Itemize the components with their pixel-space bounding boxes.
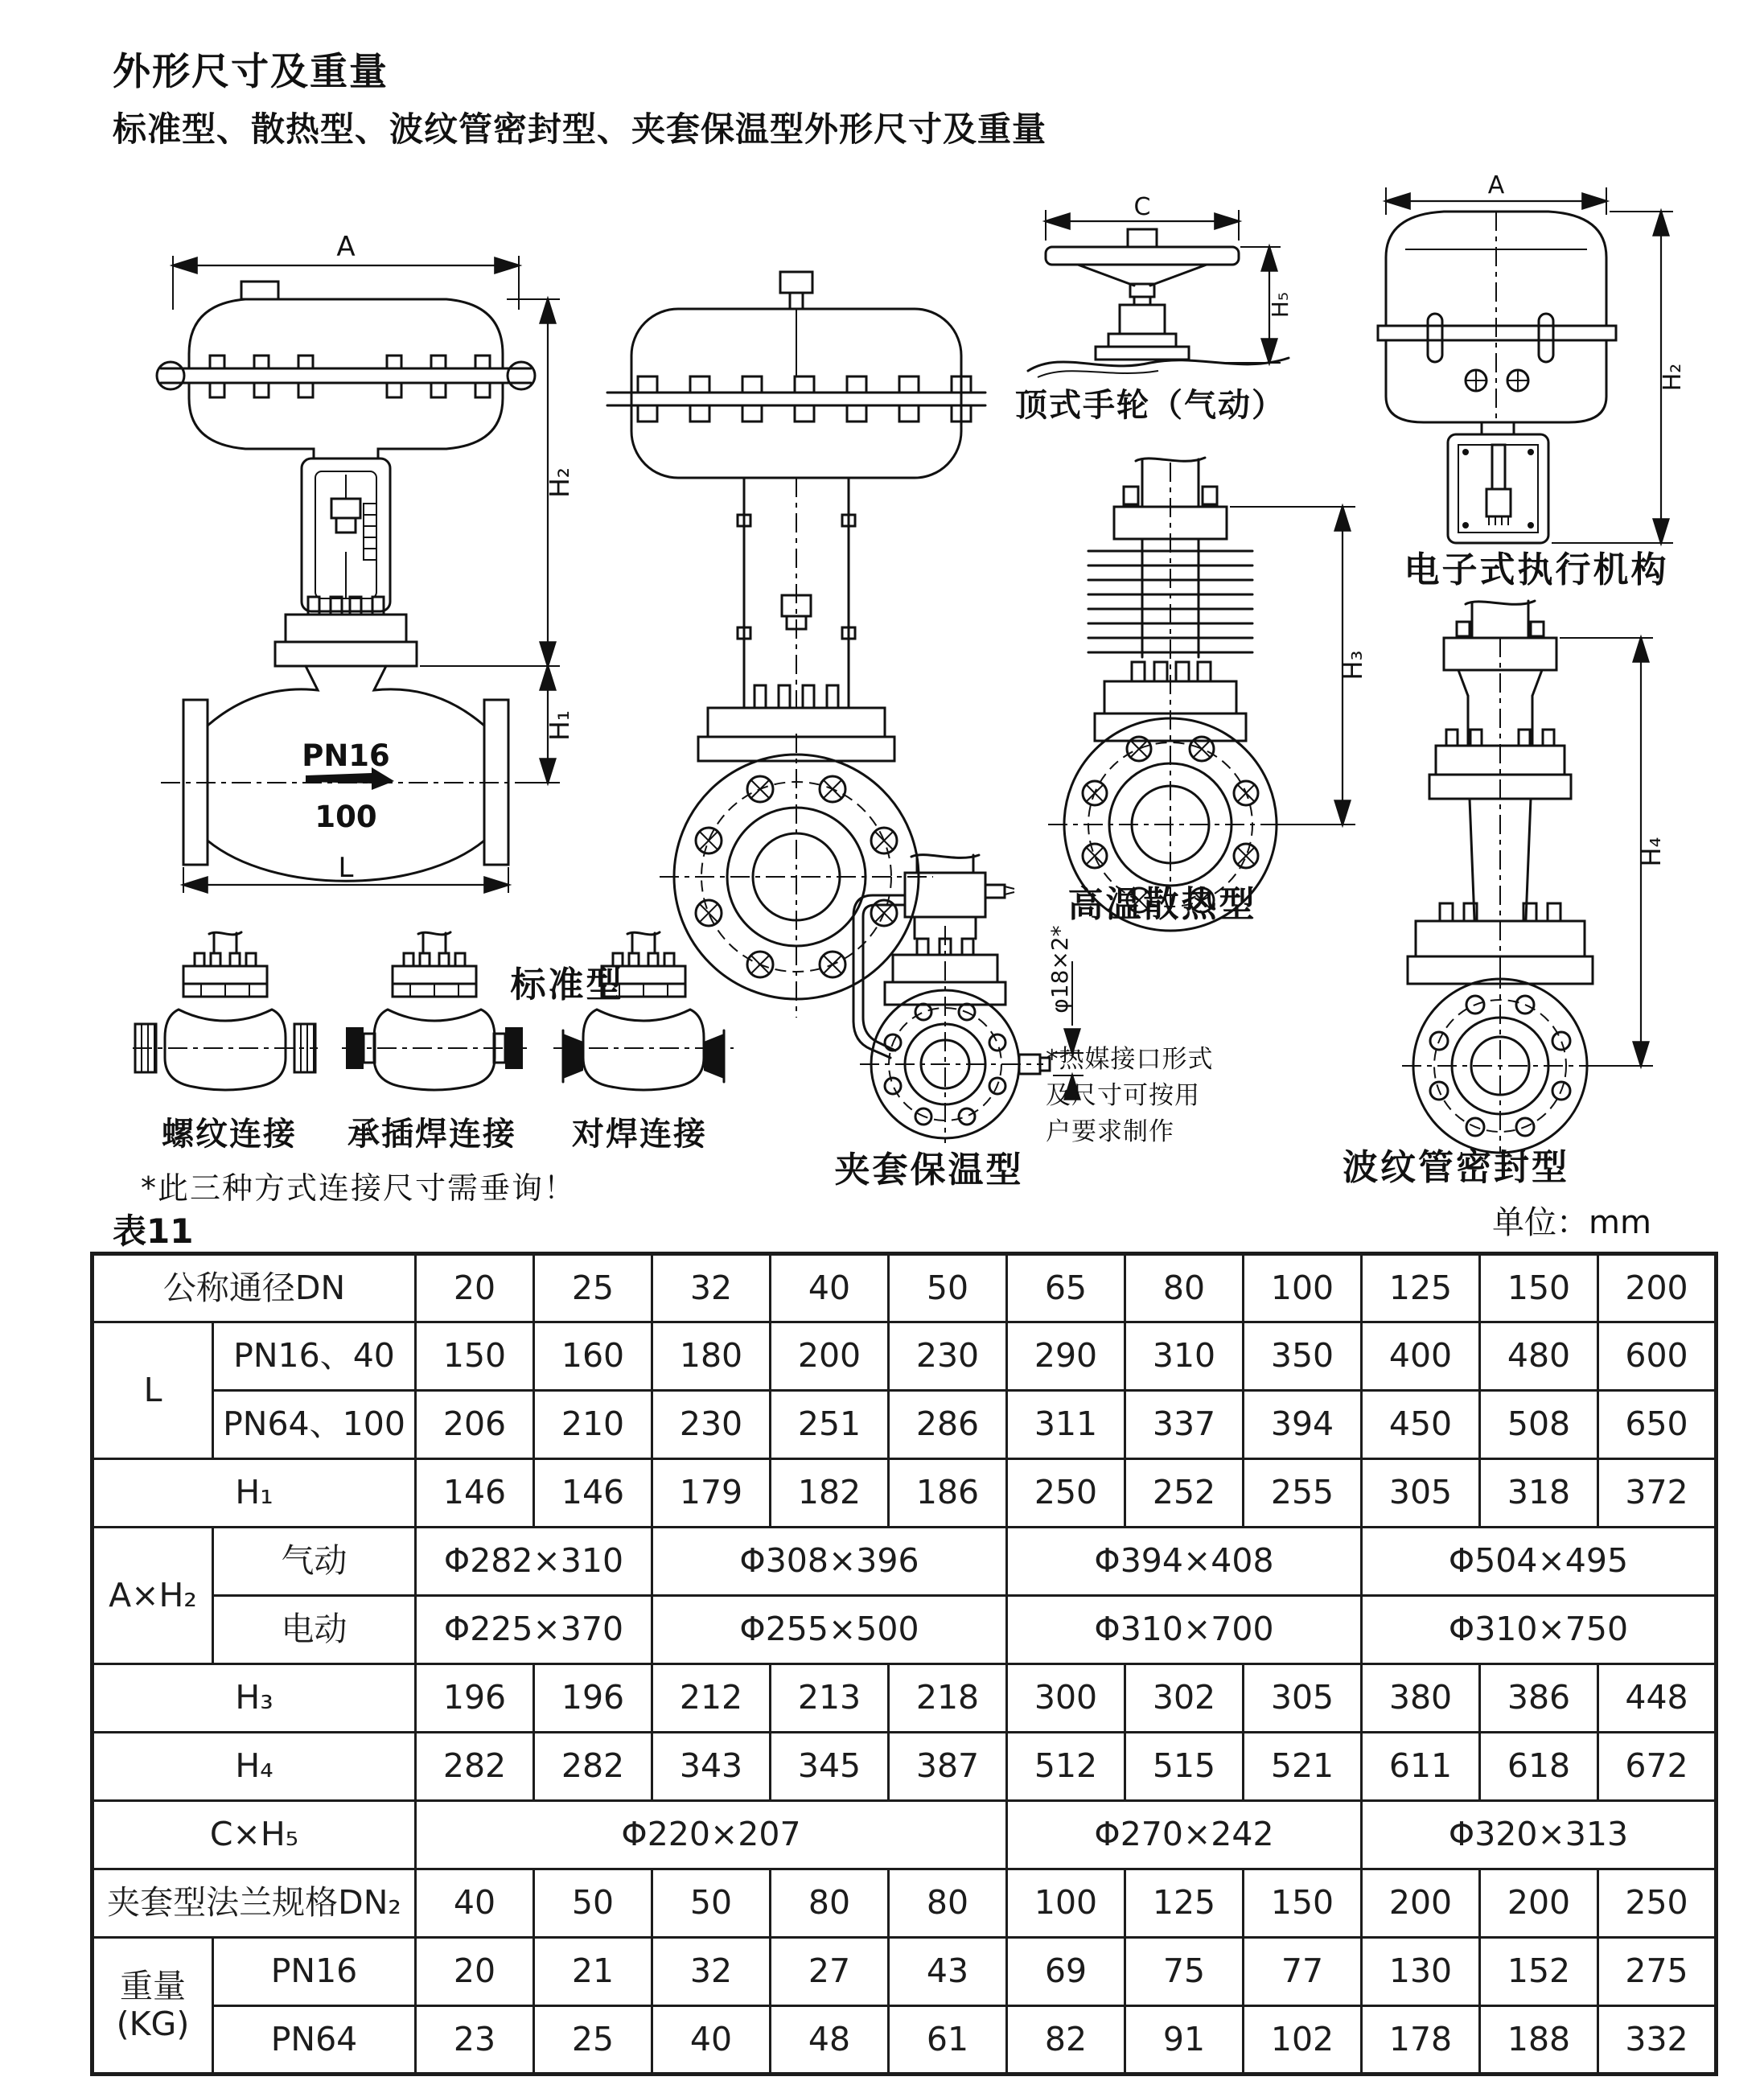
table-row bbox=[93, 1459, 1717, 1528]
socket-weld-valve bbox=[342, 932, 527, 1090]
yoke-column bbox=[738, 478, 855, 708]
table-row bbox=[93, 1801, 1717, 1869]
bellows-housing bbox=[1470, 638, 1531, 969]
dim-label-h2b: H₂ bbox=[1659, 363, 1687, 392]
table-cell: 302 bbox=[1125, 1664, 1244, 1733]
dim-label-a2: A bbox=[1487, 171, 1505, 199]
table-cell: 332 bbox=[1598, 2006, 1717, 2075]
high-temp-valve-drawing bbox=[1018, 446, 1371, 909]
table-cell: Φ255×500 bbox=[652, 1596, 1007, 1664]
jacket-note-line3: 户要求制作 bbox=[1046, 1117, 1174, 1146]
table-cell: 521 bbox=[1244, 1733, 1362, 1801]
table-cell: Φ270×242 bbox=[1007, 1801, 1362, 1869]
table-cell: 91 bbox=[1125, 2006, 1244, 2075]
table-cell: 100 bbox=[1244, 1254, 1362, 1322]
table-cell: Φ504×495 bbox=[1362, 1528, 1717, 1596]
jacket-note bbox=[1046, 1042, 1231, 1150]
table-cell: 275 bbox=[1598, 1938, 1717, 2006]
table-cell: Φ310×750 bbox=[1362, 1596, 1717, 1664]
table-cell: 40 bbox=[652, 2006, 771, 2075]
row-label-h1: H₁ bbox=[93, 1459, 416, 1528]
table-cell: 290 bbox=[1007, 1322, 1125, 1391]
table-cell: 48 bbox=[771, 2006, 889, 2075]
weight-label: 重量 bbox=[120, 1966, 186, 2005]
actuator-stub bbox=[905, 855, 1014, 939]
table-cell: 387 bbox=[889, 1733, 1007, 1801]
dim-H4 bbox=[1560, 638, 1667, 1066]
table-cell: 20 bbox=[416, 1938, 534, 2006]
table-cell: 400 bbox=[1362, 1322, 1480, 1391]
table-cell: 23 bbox=[416, 2006, 534, 2075]
table-cell: 448 bbox=[1598, 1664, 1717, 1733]
table-cell: Φ394×408 bbox=[1007, 1528, 1362, 1596]
table-cell: Φ320×313 bbox=[1362, 1801, 1717, 1869]
table-cell: 32 bbox=[652, 1254, 771, 1322]
table-cell: 21 bbox=[534, 1938, 652, 2006]
table-cell: 20 bbox=[416, 1254, 534, 1322]
table-cell: 196 bbox=[416, 1664, 534, 1733]
table-cell: 40 bbox=[416, 1869, 534, 1938]
table-cell: 77 bbox=[1244, 1938, 1362, 2006]
table-cell: 345 bbox=[771, 1733, 889, 1801]
connection-types-drawing bbox=[129, 929, 740, 1102]
row-label-h4: H₄ bbox=[93, 1733, 416, 1801]
table-cell: 146 bbox=[534, 1459, 652, 1528]
socket-weld-caption: 承插焊连接 bbox=[347, 1116, 516, 1153]
dim-label-h4: H₄ bbox=[1636, 837, 1667, 867]
table-cell: 150 bbox=[1480, 1254, 1598, 1322]
table-row bbox=[93, 1733, 1717, 1801]
table-cell: 43 bbox=[889, 1938, 1007, 2006]
table-cell: 50 bbox=[652, 1869, 771, 1938]
table-cell: 230 bbox=[652, 1391, 771, 1459]
table-cell: 318 bbox=[1480, 1459, 1598, 1528]
table-cell: 618 bbox=[1480, 1733, 1598, 1801]
table-cell: 125 bbox=[1125, 1869, 1244, 1938]
page-title: 外形尺寸及重量 bbox=[113, 50, 389, 94]
dim-L bbox=[183, 852, 508, 893]
table-cell: 80 bbox=[1125, 1254, 1244, 1322]
yoke bbox=[302, 459, 390, 611]
table-cell: 27 bbox=[771, 1938, 889, 2006]
page-subtitle: 标准型、散热型、波纹管密封型、夹套保温型外形尺寸及重量 bbox=[113, 109, 1047, 149]
bonnet bbox=[275, 597, 417, 666]
table-cell: Φ220×207 bbox=[416, 1801, 1007, 1869]
table-cell: 600 bbox=[1598, 1322, 1717, 1391]
table-cell: 230 bbox=[889, 1322, 1007, 1391]
table-cell: 213 bbox=[771, 1664, 889, 1733]
table-cell: 480 bbox=[1480, 1322, 1598, 1391]
table-cell: 25 bbox=[534, 1254, 652, 1322]
table-row bbox=[93, 2006, 1717, 2075]
table-cell: 200 bbox=[1480, 1869, 1598, 1938]
threaded-valve bbox=[133, 932, 318, 1090]
table-cell: 300 bbox=[1007, 1664, 1125, 1733]
pneumatic-actuator bbox=[157, 282, 535, 459]
bellows-caption: 波纹管密封型 bbox=[1343, 1147, 1569, 1188]
row-label-L: L bbox=[93, 1322, 213, 1459]
table-cell: 146 bbox=[416, 1459, 534, 1528]
table-cell: 50 bbox=[889, 1254, 1007, 1322]
dim-H2 bbox=[420, 299, 575, 666]
flange-face4 bbox=[1402, 969, 1598, 1153]
table-number: 表11 bbox=[113, 1211, 194, 1251]
table-cell: 305 bbox=[1244, 1664, 1362, 1733]
dim-label-h1: H₁ bbox=[544, 709, 575, 742]
table-cell: 150 bbox=[416, 1322, 534, 1391]
table-cell: 186 bbox=[889, 1459, 1007, 1528]
table-row bbox=[93, 1938, 1717, 2006]
table-cell: 102 bbox=[1244, 2006, 1362, 2075]
table-cell: 80 bbox=[889, 1869, 1007, 1938]
table-cell: 206 bbox=[416, 1391, 534, 1459]
table-cell: 50 bbox=[534, 1869, 652, 1938]
dim-label-pipe: φ18×2* bbox=[1046, 925, 1073, 1014]
row-label-L-pn64: PN64、100 bbox=[213, 1391, 416, 1459]
table-row bbox=[93, 1869, 1717, 1938]
table-cell: 672 bbox=[1598, 1733, 1717, 1801]
row-label-L-pn16: PN16、40 bbox=[213, 1322, 416, 1391]
table-cell: 386 bbox=[1480, 1664, 1598, 1733]
table-cell: Φ282×310 bbox=[416, 1528, 652, 1596]
table-cell: 65 bbox=[1007, 1254, 1125, 1322]
dim-A2 bbox=[1386, 171, 1606, 215]
table-cell: 282 bbox=[534, 1733, 652, 1801]
table-cell: 188 bbox=[1480, 2006, 1598, 2075]
table-row bbox=[93, 1391, 1717, 1459]
row-label-dn: 公称通径DN bbox=[93, 1254, 416, 1322]
table-cell: 311 bbox=[1007, 1391, 1125, 1459]
table-cell: Φ225×370 bbox=[416, 1596, 652, 1664]
table-cell: 196 bbox=[534, 1664, 652, 1733]
table-cell: 372 bbox=[1598, 1459, 1717, 1528]
row-label-w-pn16: PN16 bbox=[213, 1938, 416, 2006]
flange-face3 bbox=[860, 926, 1050, 1143]
table-cell: 251 bbox=[771, 1391, 889, 1459]
table-cell: 305 bbox=[1362, 1459, 1480, 1528]
top-handwheel-drawing bbox=[1022, 193, 1295, 378]
table-cell: 40 bbox=[771, 1254, 889, 1322]
dim-label-l: L bbox=[338, 852, 354, 884]
table-cell: 380 bbox=[1362, 1664, 1480, 1733]
table-cell: 210 bbox=[534, 1391, 652, 1459]
standard-caption: 标准型 bbox=[510, 964, 624, 1005]
table-cell: 250 bbox=[1598, 1869, 1717, 1938]
table-cell: 75 bbox=[1125, 1938, 1244, 2006]
table-row bbox=[93, 1664, 1717, 1733]
row-label-electric: 电动 bbox=[213, 1596, 416, 1664]
electronic-actuator-drawing bbox=[1363, 171, 1701, 551]
table-cell: 212 bbox=[652, 1664, 771, 1733]
table-cell: 286 bbox=[889, 1391, 1007, 1459]
bellows-valve-drawing bbox=[1331, 591, 1677, 1154]
table-cell: 179 bbox=[652, 1459, 771, 1528]
table-row bbox=[93, 1254, 1717, 1322]
threaded-caption: 螺纹连接 bbox=[162, 1116, 297, 1153]
row-label-ch5: C×H₅ bbox=[93, 1801, 416, 1869]
jacket-note-line1: *热媒接口形式 bbox=[1046, 1045, 1214, 1074]
table-cell: 508 bbox=[1480, 1391, 1598, 1459]
row-label-pneumatic: 气动 bbox=[213, 1528, 416, 1596]
table-cell: 80 bbox=[771, 1869, 889, 1938]
valve-marking-pn: PN16 bbox=[302, 738, 390, 773]
table-cell: 182 bbox=[771, 1459, 889, 1528]
connection-note: *此三种方式连接尺寸需垂询！ bbox=[141, 1170, 577, 1206]
row-label-w-pn64: PN64 bbox=[213, 2006, 416, 2075]
table-cell: 25 bbox=[534, 2006, 652, 2075]
table-cell: 130 bbox=[1362, 1938, 1480, 2006]
valve-body bbox=[161, 666, 531, 881]
table-row bbox=[93, 1322, 1717, 1391]
table-cell: 512 bbox=[1007, 1733, 1125, 1801]
unit-label: 单位：mm bbox=[1492, 1204, 1651, 1241]
hightemp-caption: 高温散热型 bbox=[1067, 884, 1257, 925]
butt-weld-caption: 对焊连接 bbox=[572, 1116, 707, 1153]
table-row bbox=[93, 1596, 1717, 1664]
actuator-body bbox=[1378, 212, 1616, 422]
stem2 bbox=[1457, 601, 1544, 638]
table-cell: 515 bbox=[1125, 1733, 1244, 1801]
pneumatic-actuator-front bbox=[607, 272, 985, 478]
valve-marking-dn: 100 bbox=[315, 800, 377, 834]
table-cell: Φ310×700 bbox=[1007, 1596, 1362, 1664]
table-cell: Φ308×396 bbox=[652, 1528, 1007, 1596]
table-cell: 32 bbox=[652, 1938, 771, 2006]
table-cell: 61 bbox=[889, 2006, 1007, 2075]
row-label-weight bbox=[93, 1938, 213, 2075]
dim-C bbox=[1046, 193, 1239, 241]
table-row bbox=[93, 1528, 1717, 1596]
table-cell: 337 bbox=[1125, 1391, 1244, 1459]
table-cell: 69 bbox=[1007, 1938, 1125, 2006]
dimensions-table bbox=[90, 1252, 1718, 2076]
jacket-caption: 夹套保温型 bbox=[834, 1149, 1024, 1191]
table-cell: 350 bbox=[1244, 1322, 1362, 1391]
table-cell: 611 bbox=[1362, 1733, 1480, 1801]
flange-bolts-front bbox=[638, 376, 971, 422]
table-cell: 310 bbox=[1125, 1322, 1244, 1391]
weight-unit: (KG) bbox=[116, 2005, 190, 2043]
butt-weld-valve bbox=[553, 932, 734, 1090]
handwheel-caption: 顶式手轮（气动） bbox=[1015, 387, 1285, 424]
row-label-h3: H₃ bbox=[93, 1664, 416, 1733]
table-cell: 394 bbox=[1244, 1391, 1362, 1459]
table-cell: 650 bbox=[1598, 1391, 1717, 1459]
table-cell: 160 bbox=[534, 1322, 652, 1391]
table-cell: 178 bbox=[1362, 2006, 1480, 2075]
dim-label-c: C bbox=[1133, 193, 1151, 221]
table-cell: 200 bbox=[771, 1322, 889, 1391]
table-cell: 250 bbox=[1007, 1459, 1125, 1528]
table-cell: 252 bbox=[1125, 1459, 1244, 1528]
dim-label-a: A bbox=[336, 231, 356, 263]
row-label-dn2: 夹套型法兰规格DN₂ bbox=[93, 1869, 416, 1938]
table-cell: 255 bbox=[1244, 1459, 1362, 1528]
table-cell: 282 bbox=[416, 1733, 534, 1801]
table-cell: 200 bbox=[1362, 1869, 1480, 1938]
table-cell: 82 bbox=[1007, 2006, 1125, 2075]
jacket-note-line2: 及尺寸可按用 bbox=[1046, 1080, 1200, 1110]
table-cell: 218 bbox=[889, 1664, 1007, 1733]
dim-label-h3: H₃ bbox=[1338, 650, 1368, 681]
dim-label-h2: H₂ bbox=[544, 467, 575, 499]
dim-H2b bbox=[1552, 212, 1687, 543]
electronic-caption: 电子式执行机构 bbox=[1404, 549, 1669, 590]
table-cell: 152 bbox=[1480, 1938, 1598, 2006]
table-cell: 343 bbox=[652, 1733, 771, 1801]
table-cell: 125 bbox=[1362, 1254, 1480, 1322]
connector-box bbox=[1448, 422, 1548, 543]
row-label-ah2: A×H₂ bbox=[93, 1528, 213, 1664]
dim-label-h5: H₅ bbox=[1267, 291, 1293, 319]
dim-H1 bbox=[531, 666, 575, 783]
dim-A bbox=[173, 231, 519, 310]
table-cell: 450 bbox=[1362, 1391, 1480, 1459]
table-cell: 180 bbox=[652, 1322, 771, 1391]
handwheel bbox=[1028, 229, 1289, 377]
table-cell: 150 bbox=[1244, 1869, 1362, 1938]
table-cell: 200 bbox=[1598, 1254, 1717, 1322]
standard-valve-side-view bbox=[113, 233, 579, 901]
flange-bolts bbox=[210, 356, 490, 397]
table-cell: 100 bbox=[1007, 1869, 1125, 1938]
